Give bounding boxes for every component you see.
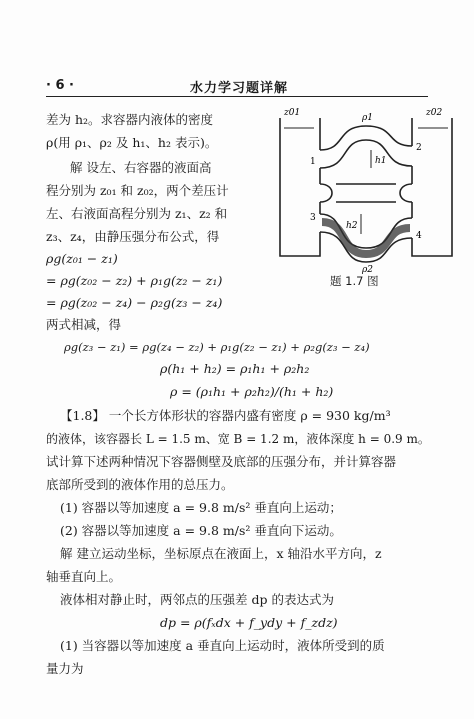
label-1: 1	[310, 157, 316, 167]
equation-line: ρ(h₁ + h₂) = ρ₁h₁ + ρ₂h₂	[160, 361, 310, 376]
text-line: 量力为	[46, 661, 84, 676]
manometer-figure	[276, 106, 456, 276]
text-line: 程分别为 z₀₁ 和 z₀₂，两个差压计	[46, 183, 229, 198]
label-rho1: ρ1	[362, 113, 374, 123]
text-line: 底部所受到的液体作用的总压力。	[46, 477, 234, 492]
equation-line: = ρg(z₀₂ − z₂) + ρ₁g(z₂ − z₁)	[46, 273, 223, 288]
header-rule	[46, 96, 428, 97]
equation-line: ρg(z₃ − z₁) = ρg(z₄ − z₂) + ρ₁g(z₂ − z₁) + ρ₂g(z₃ − z₄)	[64, 340, 370, 354]
text-line: 两式相减，得	[46, 317, 122, 332]
label-h1: h1	[375, 156, 387, 166]
label-rho2: ρ2	[362, 265, 374, 275]
text-line: ρ(用 ρ₁、ρ₂ 及 h₁、h₂ 表示)。	[46, 135, 218, 150]
figure-caption: 题 1.7 图	[330, 274, 379, 288]
text-line: 差为 h₂。求容器内液体的密度	[46, 112, 214, 127]
equation-line: ρ = (ρ₁h₁ + ρ₂h₂)/(h₁ + h₂)	[170, 384, 334, 399]
equation-line: dp = ρ(fₓdx + f_ydy + f_zdz)	[160, 615, 338, 630]
text-line: 液体相对静止时，两邻点的压强差 dp 的表达式为	[60, 592, 334, 607]
text-line: (2) 容器以等加速度 a = 9.8 m/s² 垂直向下运动。	[60, 523, 342, 538]
label-3: 3	[310, 213, 316, 223]
text-line: (1) 当容器以等加速度 a 垂直向上运动时，液体所受到的质	[60, 638, 385, 653]
text-line: 解 建立运动坐标，坐标原点在液面上，x 轴沿水平方向，z	[60, 546, 382, 561]
label-4: 4	[416, 231, 422, 241]
problem-1-8-line: 【1.8】 一个长方体形状的容器内盛有密度 ρ = 930 kg/m³	[60, 408, 391, 423]
label-z01: z01	[284, 108, 301, 118]
text-line: 解 设左、右容器的液面高	[70, 160, 212, 175]
equation-line: ρg(z₀₁ − z₁)	[46, 251, 118, 266]
text-line: (1) 容器以等加速度 a = 9.8 m/s² 垂直向上运动；	[60, 500, 342, 515]
equation-line: = ρg(z₀₂ − z₄) − ρ₂g(z₃ − z₄)	[46, 295, 223, 310]
page-number: · 6 ·	[46, 78, 74, 93]
text-line: 的液体，该容器长 L = 1.5 m、宽 B = 1.2 m，液体深度 h = 0.9 m。	[46, 432, 430, 446]
text-line: 轴垂直向上。	[46, 569, 122, 584]
running-header-title: 水力学习题详解	[190, 81, 289, 96]
text-line: 试计算下述两种情况下容器侧壁及底部的压强分布，并计算容器	[46, 454, 397, 469]
text-line: 左、右液面高程分别为 z₁、z₂ 和	[46, 206, 228, 221]
text-line: z₃、z₄，由静压强分布公式，得	[46, 229, 220, 244]
label-2: 2	[416, 143, 422, 153]
label-h2: h2	[346, 221, 358, 231]
label-z02: z02	[426, 108, 443, 118]
